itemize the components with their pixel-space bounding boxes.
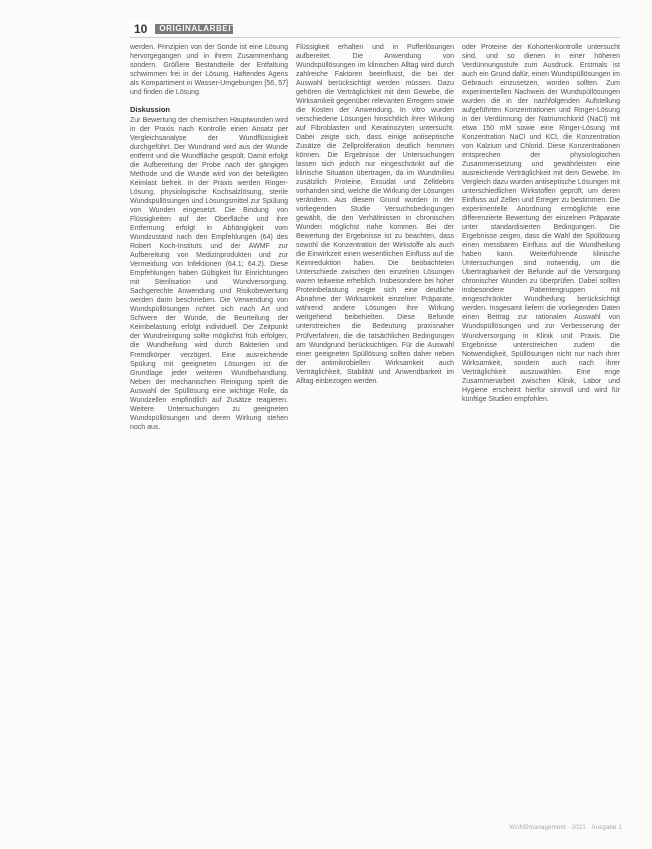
text-columns bbox=[130, 43, 620, 818]
paragraph: oder Proteine der Kohortenkontrolle untersucht sind, und so dienen in einer höheren Verdünnungsstufe zum Ausdruck. Erstmals ist auch ein Grund dafür, einen Wundspüllösungen im Gebrauch einzusetzen, worden sollten. Zum experimentellen Nachweis der Wundspüllösungen wurden die in der nachfolgenden Aufstellung aufgeführten Konzentrationen und Ringer-Lösung in der Verdünnung der Natriumchlorid (NaCl) mit etwa 150 mM sowie eine Ringer-Lösung mit Konzentration NaCl und KCl, die Konzentration von Kalzium und Chlorid. Diese Konzentrationen entsprechen der physiologischen Zusammensetzung und gewährleisten eine ausreichende Verträglichkeit mit dem Gewebe. Im Vergleich dazu wurden antiseptische Lösungen mit unterschiedlichen Wirkstoffen geprüft, um deren Einfluss auf Zellen und Erreger zu bestimmen. Die experimentelle Anordnung ermöglichte eine differenzierte Bewertung der einzelnen Präparate unter standardisierten Bedingungen. Die Ergebnisse zeigen, dass die Wahl der Spüllösung einen messbaren Einfluss auf die Wundheilung haben kann. Weiterführende klinische Untersuchungen sind notwendig, um die Übertragbarkeit der Befunde auf die Versorgung chronischer Wunden zu überprüfen. Dabei sollten insbesondere Patientengruppen mit eingeschränkter Wundheilung berücksichtigt werden. Insgesamt liefern die vorliegenden Daten einen Beitrag zur rationalen Auswahl von Wundspüllösungen und zur Verbesserung der Wundversorgung in Klinik und Praxis. Die Ergebnisse unterstreichen zudem die Notwendigkeit, Spüllösungen nicht nur nach ihrer Wirksamkeit, sondern auch nach ihrer Verträglichkeit auszuwählen. Eine enge Zusammenarbeit zwischen Klinik, Labor und Hygiene erscheint hierfür sinnvoll und wird für künftige Studien empfohlen. bbox=[462, 44, 620, 403]
section-label: ORIGINALARBEIT bbox=[155, 24, 233, 34]
page-footer: WUNDmanagement · 2021 · Ausgabe 1 bbox=[509, 825, 622, 831]
paragraph: werden. Prinzipien von der Sonde ist eine Lösung hervorgegangen und in ihrem Zusammenhang sondern. Größere Bestandteile der Entfaltung schwimmen frei in der Lösung. Haftendes Agens als Kompartiment in Wasser-Umgebungen [56, 57] und finden die Lösung. bbox=[130, 44, 288, 97]
paragraph: Zur Bewertung der chemischen Hauptwunden wird in der Praxis nach Kontrolle einen Ansatz per Vergleichsanalyse der Wundflüssigkeit durchgeführt. Der Wundrand wird aus der Wunde entfernt und die Wundfläche gespült. Damit erfolgt die Aufbereitung der Probe nach der gängigen Methode und die Wunde wird von der beteiligten Keimlast befreit. In der Praxis werden Ringer-Lösung, physiologische Kochsalzlösung, sterile Wundspüllösungen und Lösungsmittel zur Spülung von Wunden eingesetzt. Die Bindung von Flüssigkeiten auf der Oberfläche und ihre Entfernung erfolgt in Abhängigkeit vom Wundzustand nach den Empfehlungen (64) des Robert Koch-Instituts und der AWMF zur Aufbereitung von Medizinprodukten und zur Vermeidung von Infektionen (64.1; 64.2). Diese Empfehlungen haben Gültigkeit für Einrichtungen mit Sterilisation und Wundversorgung. Sachgerechte Anwendung und Risikobewertung werden darin beschrieben. Die Verwendung von Wundspüllösungen richtet sich nach Art und Schwere der Wunde, die Beurteilung der Keimbelastung erfolgt individuell. Der Zeitpunkt der Wundreinigung sollte möglichst früh erfolgen, die Wundheilung wird durch Bakterien und Fremdkörper verzögert. Eine ausreichende Spülung mit geeigneten Lösungen ist die Grundlage jeder weiteren Wundbehandlung. Neben der mechanischen Reinigung spielt die Auswahl der Spüllösung eine wichtige Rolle, da Wundzellen empfindlich auf Zusätze reagieren. Weitere Untersuchungen zu geeigneten Wundspüllösungen und deren Wirkung stehen noch aus. bbox=[130, 117, 288, 431]
header-rule bbox=[130, 37, 620, 38]
page-header bbox=[130, 22, 237, 36]
column-3 bbox=[462, 43, 620, 818]
paragraph: Flüssigkeit erhalten und in Pufferlösungen aufbereitet. Die Anwendung von Wundspüllösungen im klinischen Alltag wird durch zahlreiche Faktoren beeinflusst, die bei der Auswahl berücksichtigt werden müssen. Dazu gehören die Verträglichkeit mit dem Gewebe, die Wirksamkeit gegenüber relevanten Erregern sowie die Kosten der Anwendung. In vitro wurden verschiedene Lösungen hinsichtlich ihrer Wirkung auf Fibroblasten und Keratinozyten untersucht. Dabei zeigte sich, dass einige antiseptische Zusätze die Zellproliferation deutlich hemmen können. Die Ergebnisse der Untersuchungen lassen sich jedoch nur eingeschränkt auf die klinische Situation übertragen, da im Wundmilieu zusätzlich Proteine, Exsudat und Zelldebris vorhanden sind, welche die Wirkung der Lösungen verändern. Aus diesem Grund wurden in der vorliegenden Studie Versuchsbedingungen gewählt, die den Verhältnissen in chronischen Wunden möglichst nahe kommen. Bei der Bewertung der Ergebnisse ist zu beachten, dass sowohl die Konzentration der Wirkstoffe als auch die Einwirkzeit einen wesentlichen Einfluss auf die Keimreduktion haben. Die beobachteten Unterschiede zwischen den einzelnen Lösungen waren teilweise erheblich. Insbesondere bei hoher Proteinbelastung zeigte sich eine deutliche Abnahme der Wirksamkeit einzelner Präparate, während andere Lösungen ihre Wirkung weitgehend beibehielten. Diese Befunde unterstreichen die Bedeutung praxisnaher Prüfverfahren, die die tatsächlichen Bedingungen am Wundgrund berücksichtigen. Für die Auswahl einer geeigneten Spüllösung sollten daher neben der antimikrobiellen Wirksamkeit auch Verträglichkeit, Stabilität und Anwendbarkeit im Alltag einbezogen werden. bbox=[296, 44, 454, 385]
column-2 bbox=[296, 43, 454, 818]
section-heading: Diskussion bbox=[130, 105, 171, 115]
page-number: 10 bbox=[130, 22, 151, 36]
column-1 bbox=[130, 43, 288, 818]
